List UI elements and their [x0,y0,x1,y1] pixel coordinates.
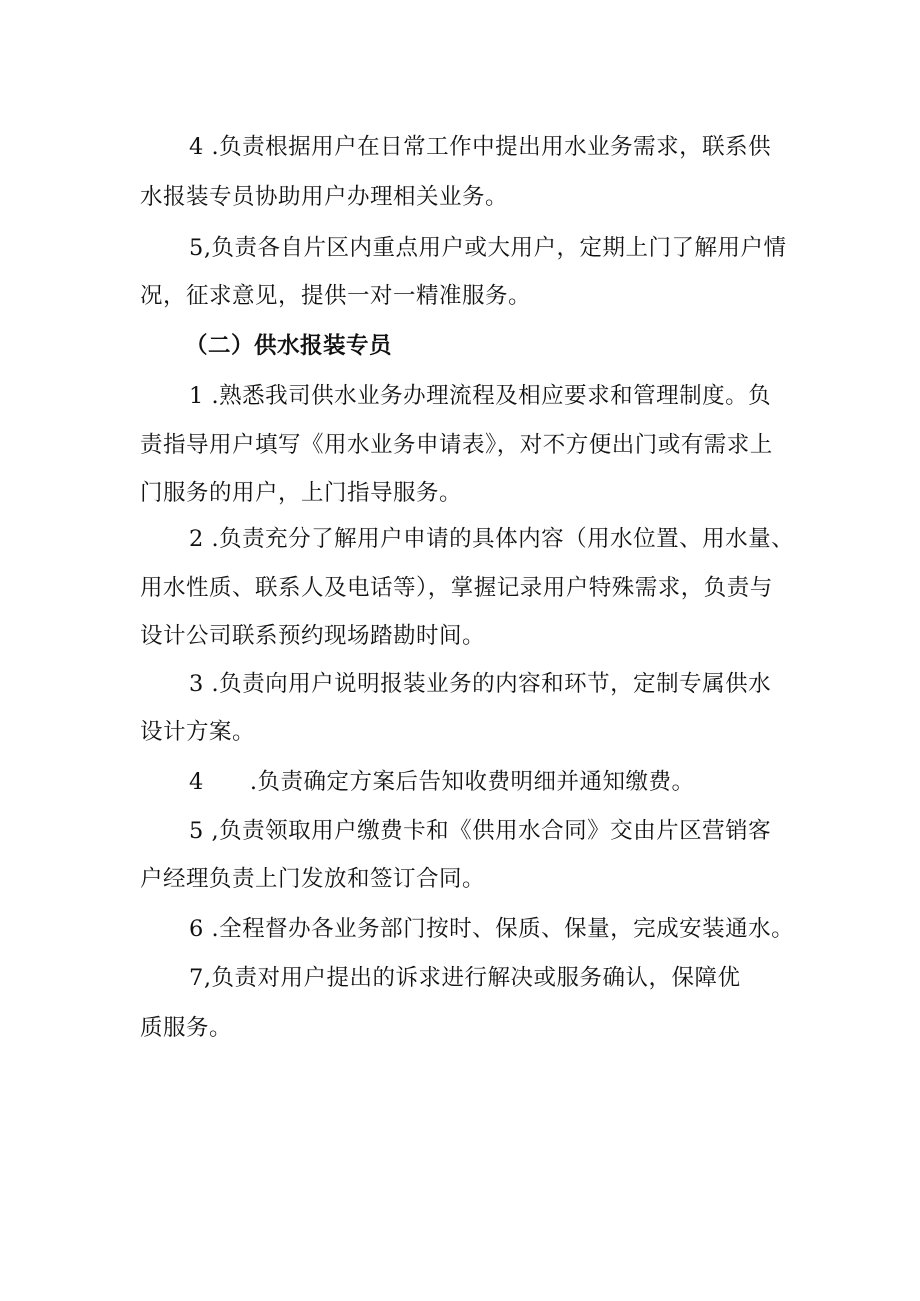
duty-2-line-3: 设计公司联系预约现场踏勘时间。 [140,623,486,649]
duty-3-line-2: 设计方案。 [140,719,256,745]
duty-6-line-1: 6 .全程督办各业务部门按时、保质、保量，完成安装通水。 [189,916,795,942]
item-4-line-2: 水报装专员协助用户办理相关业务。 [140,184,509,210]
duty-5-line-2: 户经理负责上门发放和签订合同。 [140,866,486,892]
duty-3-line-1: 3 .负责向用户说明报装业务的内容和环节，定制专属供水 [189,671,772,697]
item-5-line-2: 况，征求意见，提供一对一精准服务。 [140,283,532,309]
item-4-line-1: 4 .负责根据用户在日常工作中提出用水业务需求，联系供 [189,134,772,160]
duty-2-line-1: 2 .负责充分了解用户申请的具体内容（用水位置、用水量、 [189,526,795,552]
duty-1-line-3: 门服务的用户，上门指导服务。 [140,480,463,506]
duty-5-line-1: 5 ,负责领取用户缴费卡和《供用水合同》交由片区营销客 [189,818,772,844]
duty-7-line-1: 7,负责对用户提出的诉求进行解决或服务确认，保障优 [189,965,741,991]
duty-1-line-1: 1 .熟悉我司供水业务办理流程及相应要求和管理制度。负 [189,383,772,409]
duty-4-line-1: 4 .负责确定方案后告知收费明细并通知缴费。 [189,769,695,795]
duty-7-line-2: 质服务。 [140,1015,233,1041]
section-heading: （二）供水报装专员 [185,333,393,359]
duty-2-line-2: 用水性质、联系人及电话等），掌握记录用户特殊需求，负责与 [140,575,773,601]
item-5-line-1: 5,负责各自片区内重点用户或大用户，定期上门了解用户情 [189,235,787,261]
duty-1-line-2: 责指导用户填写《用水业务申请表》，对不方便出门或有需求上 [140,432,773,458]
